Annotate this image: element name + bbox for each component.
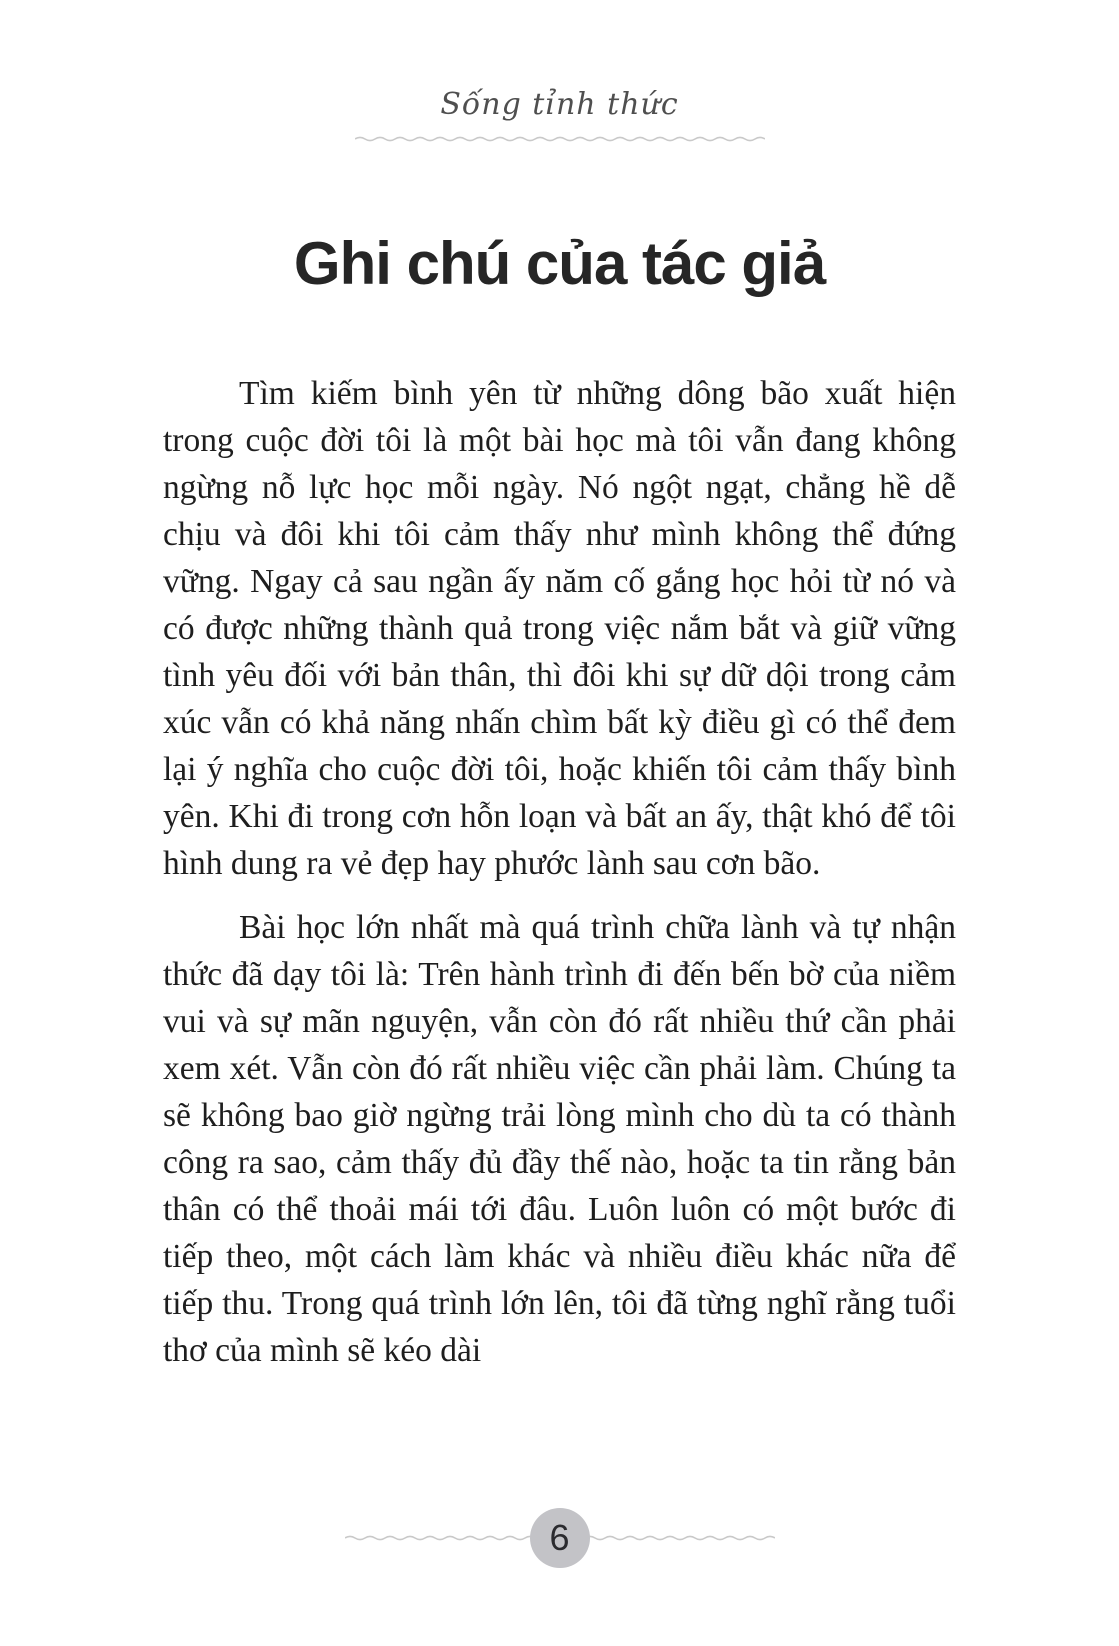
page-number-badge (530, 1508, 590, 1568)
running-head: Sống tỉnh thức (440, 87, 679, 122)
paragraph-2: Bài học lớn nhất mà quá trình chữa lành và tự nhận thức đã dạy tôi là: Trên hành trình đi đến bến bờ của niềm vui và sự mãn nguyện, vẫn còn đó rất nhiều thứ cần phải xem xét. Vẫn còn đó rất nhiều việc cần phải làm. Chúng ta sẽ không bao giờ ngừng trải lòng mình cho dù ta có thành công ra sao, cảm thấy đủ đầy thế nào, hoặc ta tin rằng bản thân có thể thoải mái tới đâu. Luôn luôn có một bước đi tiếp theo, một cách làm khác và nhiều điều khác nữa để tiếp thu. Trong quá trình lớn lên, tôi đã từng nghĩ rằng tuổi thơ của mình sẽ kéo dài (163, 909, 956, 1369)
header-wavy-divider-icon (0, 134, 1119, 144)
page-number: 6 (549, 1517, 570, 1558)
body-text (163, 370, 956, 1391)
page-footer (0, 1500, 1119, 1600)
paragraph-1: Tìm kiếm bình yên từ những dông bão xuất hiện trong cuộc đời tôi là một bài học mà tôi vẫn đang không ngừng nỗ lực học mỗi ngày. Nó ngột ngạt, chẳng hề dễ chịu và đôi khi tôi cảm thấy như mình không thể đứng vững. Ngay cả sau ngần ấy năm cố gắng học hỏi từ nó và có được những thành quả trong việc nắm bắt và giữ vững tình yêu đối với bản thân, thì đôi khi sự dữ dội trong cảm xúc vẫn có khả năng nhấn chìm bất kỳ điều gì có thể đem lại ý nghĩa cho cuộc đời tôi, hoặc khiến tôi cảm thấy bình yên. Khi đi trong cơn hỗn loạn và bất an ấy, thật khó để tôi hình dung ra vẻ đẹp hay phước lành sau cơn bão. (163, 375, 956, 882)
chapter-title: Ghi chú của tác giả (293, 230, 826, 297)
